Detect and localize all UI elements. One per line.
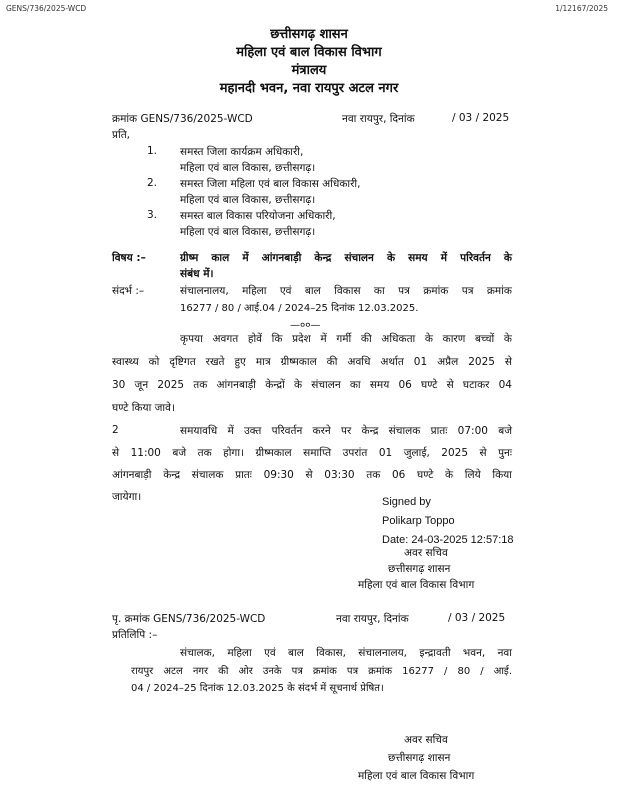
signed-by-label: Signed by <box>382 496 431 508</box>
reference-label: संदर्भ :– <box>112 285 145 297</box>
endorsement-number: पृ. क्रमांक GENS/736/2025-WCD <box>112 613 266 625</box>
body-line: जायेगा। <box>112 491 142 503</box>
place-date-label: नवा रायपुर, दिनांक <box>342 113 415 125</box>
body-line: स्वास्थ्य को दृष्टिगत रखते हुए मात्र ग्रीष्मकाल की अवधि अर्थात 01 अप्रैल 2025 से <box>112 356 512 368</box>
body-line: कृपया अवगत होवें कि प्रदेश में गर्मी की अधिकता के कारण बच्चों के <box>180 333 512 345</box>
signatory-government: छत्तीसगढ़ शासन <box>388 563 451 575</box>
separator: —००— <box>290 320 321 331</box>
copy-line: संचालक, महिला एवं बाल विकास, संचालनालय, इन्द्रावती भवन, नवा <box>180 647 512 659</box>
reference-line: 16277 / 80 / आई.04 / 2024–25 दिनांक 12.03.2025. <box>180 303 419 314</box>
signer-name: Polikarp Toppo <box>382 515 455 527</box>
signatory-department: महिला एवं बाल विकास विभाग <box>358 579 475 591</box>
footer-government: छत्तीसगढ़ शासन <box>388 752 451 764</box>
copy-line: रायपुर अटल नगर की ओर उनके पत्र क्रमांक पत्र क्रमांक 16277 / 80 / आई. <box>131 666 512 677</box>
endorsement-place-date: नवा रायपुर, दिनांक <box>336 613 409 625</box>
body-line: 30 जून 2025 तक आंगनबाड़ी केन्द्रों के संचालन का समय 06 घण्टे से घटाकर 04 <box>112 379 512 391</box>
recipient-line: समस्त जिला कार्यक्रम अधिकारी, <box>180 146 304 158</box>
recipient-line: महिला एवं बाल विकास, छत्तीसगढ़। <box>180 194 316 206</box>
letter-number: क्रमांक GENS/736/2025-WCD <box>112 113 253 125</box>
title-ministry: मंत्रालय <box>291 63 327 78</box>
recipient-line: महिला एवं बाल विकास, छत्तीसगढ़। <box>180 162 316 174</box>
recipient-number: 3. <box>147 209 158 221</box>
subject-label: विषय :– <box>112 252 146 264</box>
body-line: से 11:00 बजे तक होगा। ग्रीष्मकाल समाप्ति उपरांत 01 जुलाई, 2025 से पुनः <box>112 447 512 459</box>
header-doc-id: GENS/736/2025-WCD <box>6 4 87 13</box>
recipient-number: 2. <box>147 177 158 189</box>
footer-department: महिला एवं बाल विकास विभाग <box>358 770 475 782</box>
paragraph-number: 2 <box>112 424 119 436</box>
recipient-number: 1. <box>147 145 158 157</box>
subject-line: ग्रीष्म काल में आंगनबाड़ी केन्द्र संचालन के समय में परिवर्तन के <box>180 252 512 264</box>
signature-date: Date: 24-03-2025 12:57:18 <box>382 534 514 546</box>
title-department: महिला एवं बाल विकास विभाग <box>236 45 382 60</box>
endorsement-date: / 03 / 2025 <box>448 612 506 624</box>
signatory-designation: अवर सचिव <box>404 547 448 559</box>
body-line: आंगनबाड़ी केन्द्र संचालक प्रातः 09:30 से 03:30 तक 06 घण्टे के लिये किया <box>112 469 512 481</box>
body-line: समयावधि में उक्त परिवर्तन करने पर केन्द्र संचालक प्रातः 07:00 बजे <box>180 425 512 437</box>
reference-line: संचालनालय, महिला एवं बाल विकास का पत्र क्रमांक पत्र क्रमांक <box>180 285 512 297</box>
copy-line: 04 / 2024–25 दिनांक 12.03.2025 के संदर्भ में सूचनार्थ प्रेषित। <box>131 683 384 694</box>
title-address: महानदी भवन, नवा रायपुर अटल नगर <box>219 81 399 96</box>
subject-line: संबंध में। <box>180 268 214 280</box>
recipient-line: महिला एवं बाल विकास, छत्तीसगढ़। <box>180 226 316 238</box>
body-line: घण्टे किया जावे। <box>112 402 175 414</box>
title-government: छत्तीसगढ़ शासन <box>270 27 348 42</box>
copy-label: प्रतिलिपि :– <box>112 629 158 641</box>
to-label: प्रति, <box>112 129 131 141</box>
footer-designation: अवर सचिव <box>404 734 448 746</box>
recipient-line: समस्त जिला महिला एवं बाल विकास अधिकारी, <box>180 178 361 190</box>
letter-date: / 03 / 2025 <box>452 112 510 124</box>
header-page-id: 1/12167/2025 <box>555 4 608 13</box>
recipient-line: समस्त बाल विकास परियोजना अधिकारी, <box>180 210 336 222</box>
